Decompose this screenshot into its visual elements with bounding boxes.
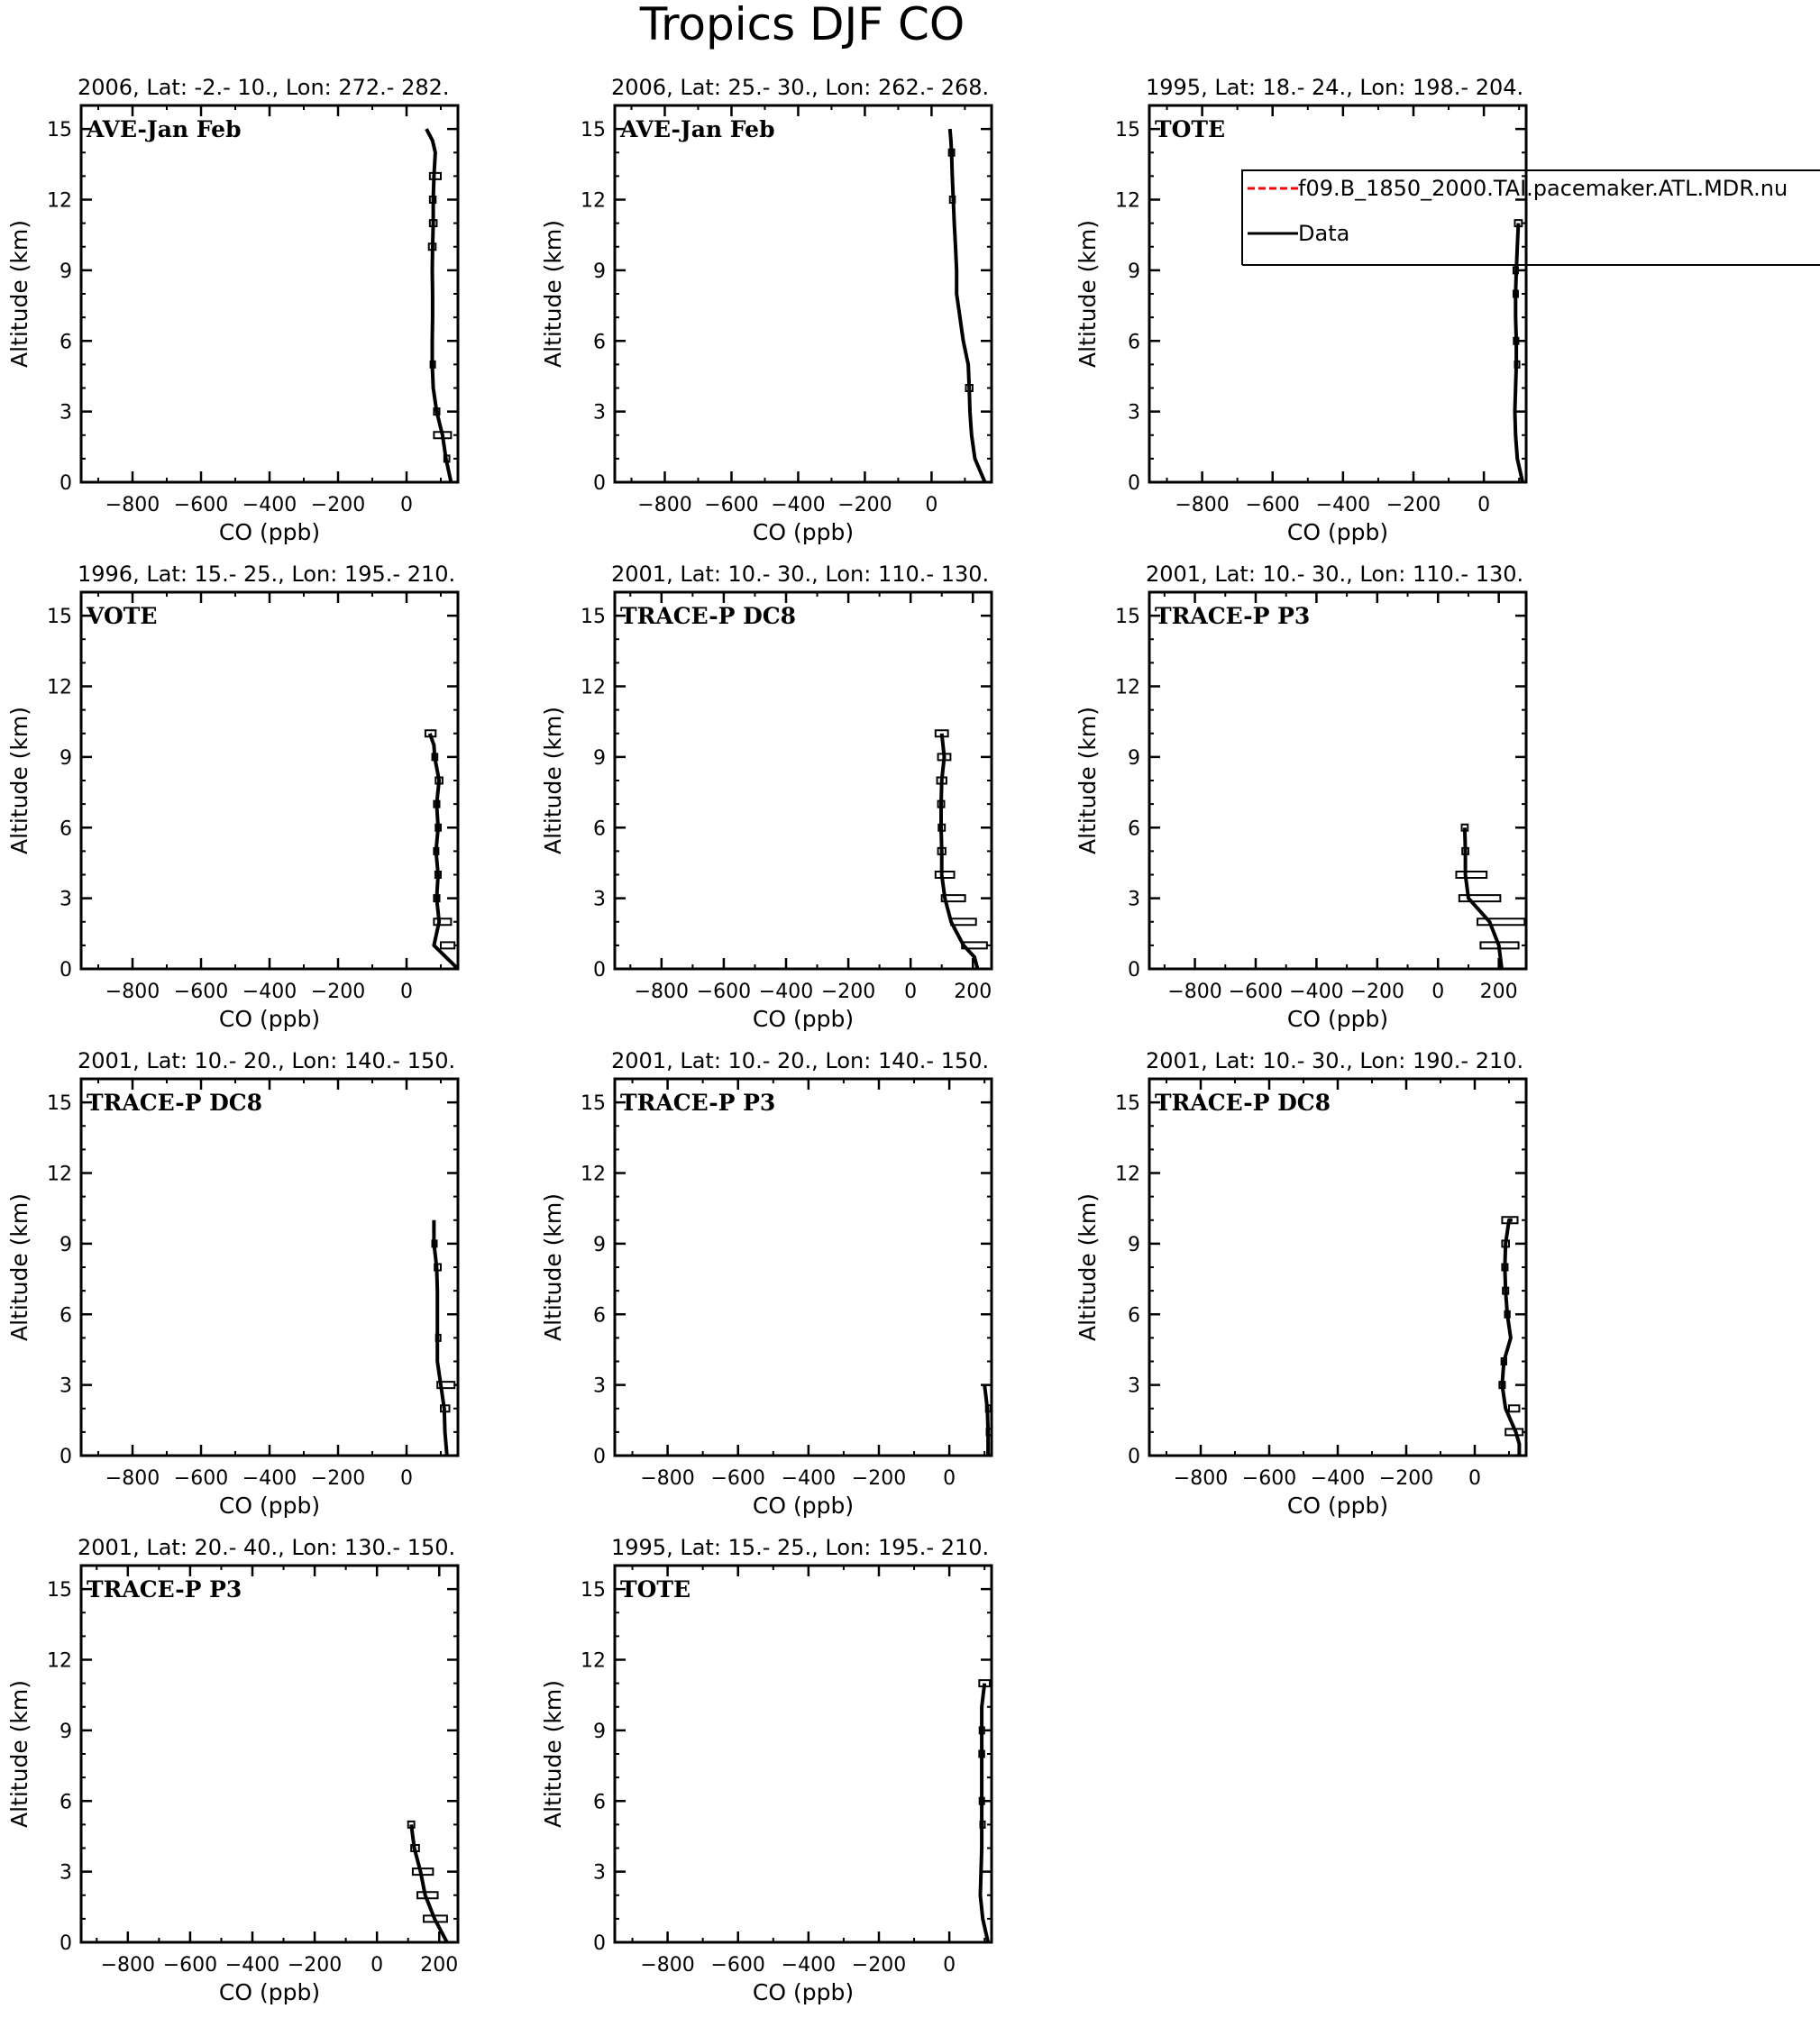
- y-tick-label: 15: [47, 1579, 72, 1603]
- y-tick-label: 12: [47, 189, 72, 213]
- campaign-label: TRACE-P P3: [1155, 603, 1311, 629]
- panel-header: 2001, Lat: 10.- 20., Lon: 140.- 150.: [78, 1048, 456, 1073]
- x-tick-label: −600: [173, 981, 229, 1003]
- y-tick-label: 15: [47, 606, 72, 629]
- x-tick-label: −600: [173, 494, 229, 516]
- x-tick-label: −400: [1289, 981, 1344, 1003]
- x-axis-label: CO (ppb): [752, 1979, 855, 2005]
- x-tick-label: 0: [400, 1467, 413, 1490]
- y-tick-label: 15: [47, 1092, 72, 1116]
- x-tick-label: −800: [105, 494, 160, 516]
- y-axis-label: Altitude (km): [1075, 707, 1101, 854]
- campaign-label: TOTE: [1155, 116, 1226, 142]
- y-tick-label: 15: [581, 119, 606, 142]
- x-tick-label: 0: [925, 494, 938, 516]
- x-axis-label: CO (ppb): [218, 1979, 321, 2005]
- y-tick-label: 12: [581, 189, 606, 213]
- y-tick-label: 12: [581, 676, 606, 699]
- panel-header: 2001, Lat: 10.- 20., Lon: 140.- 150.: [611, 1048, 990, 1073]
- x-tick-label: 0: [1431, 981, 1445, 1003]
- y-tick-label: 3: [593, 401, 606, 425]
- y-tick-label: 15: [581, 1092, 606, 1116]
- y-tick-label: 9: [1128, 1233, 1140, 1256]
- y-tick-label: 6: [1128, 331, 1140, 354]
- x-tick-label: 0: [943, 1954, 956, 1977]
- x-axis-label: CO (ppb): [752, 519, 855, 545]
- y-tick-label: 3: [59, 1374, 72, 1398]
- y-tick-label: 0: [593, 959, 606, 982]
- campaign-label: AVE-Jan Feb: [87, 116, 242, 142]
- y-tick-label: 9: [593, 1720, 606, 1743]
- y-axis-label: Altitude (km): [1075, 220, 1101, 368]
- data-line: [1502, 1220, 1519, 1456]
- x-tick-label: −200: [287, 1954, 343, 1977]
- x-axis-label: CO (ppb): [752, 1493, 855, 1519]
- y-tick-label: 15: [47, 119, 72, 142]
- x-tick-label: −600: [1241, 1467, 1297, 1490]
- x-tick-label: −800: [105, 981, 160, 1003]
- panel-header: 2001, Lat: 20.- 40., Lon: 130.- 150.: [78, 1535, 456, 1560]
- legend-label: f09.B_1850_2000.TAI.pacemaker.ATL.MDR.nu: [1298, 176, 1788, 201]
- chart-panel: [6, 1048, 458, 1519]
- chart-panel: [540, 1048, 992, 1519]
- y-tick-label: 6: [593, 1304, 606, 1328]
- x-tick-label: −800: [637, 494, 692, 516]
- x-tick-label: −200: [310, 981, 366, 1003]
- x-tick-label: 0: [400, 494, 413, 516]
- error-bar: [936, 872, 955, 878]
- plot-frame: [615, 1079, 992, 1456]
- x-tick-label: 200: [954, 981, 992, 1003]
- y-tick-label: 0: [59, 472, 72, 495]
- x-tick-label: −600: [1228, 981, 1284, 1003]
- chart-panel: [1075, 562, 1526, 1032]
- y-tick-label: 9: [1128, 746, 1140, 770]
- x-tick-label: −200: [310, 494, 366, 516]
- error-bar: [441, 942, 454, 948]
- chart-panel: [1075, 1048, 1526, 1519]
- data-line: [981, 1684, 989, 1942]
- campaign-label: TRACE-P P3: [620, 1090, 776, 1116]
- y-tick-label: 9: [59, 1233, 72, 1256]
- chart-panel: [6, 1535, 458, 2005]
- x-tick-label: 0: [904, 981, 918, 1003]
- x-axis-label: CO (ppb): [218, 1493, 321, 1519]
- y-tick-label: 3: [593, 1374, 606, 1398]
- legend: [1242, 170, 1820, 265]
- error-bar: [413, 1868, 433, 1875]
- x-tick-label: 0: [1477, 494, 1491, 516]
- y-tick-label: 15: [1115, 119, 1140, 142]
- x-tick-label: −600: [1245, 494, 1300, 516]
- data-line: [984, 1385, 988, 1456]
- x-tick-label: −800: [105, 1467, 160, 1490]
- x-tick-label: −800: [1173, 1467, 1229, 1490]
- error-bar: [1456, 872, 1486, 878]
- chart-panel: [6, 75, 458, 545]
- x-tick-label: −600: [696, 981, 752, 1003]
- panel-header: 1995, Lat: 15.- 25., Lon: 195.- 210.: [611, 1535, 990, 1560]
- y-tick-label: 3: [1128, 401, 1140, 425]
- x-axis-label: CO (ppb): [1286, 519, 1389, 545]
- x-tick-label: −200: [310, 1467, 366, 1490]
- plot-frame: [1149, 592, 1526, 969]
- plot-frame: [615, 592, 992, 969]
- x-tick-label: 200: [420, 1954, 459, 1977]
- y-tick-label: 12: [47, 1649, 72, 1673]
- x-tick-label: −600: [710, 1467, 765, 1490]
- panels: [6, 75, 1820, 2005]
- data-line: [426, 129, 451, 482]
- y-tick-label: 3: [59, 401, 72, 425]
- x-tick-label: −200: [851, 1954, 907, 1977]
- x-tick-label: −400: [224, 1954, 280, 1977]
- y-tick-label: 3: [593, 888, 606, 911]
- legend-label: Data: [1298, 221, 1350, 246]
- x-tick-label: −400: [242, 1467, 297, 1490]
- y-tick-label: 6: [1128, 817, 1140, 841]
- y-tick-label: 6: [59, 817, 72, 841]
- y-tick-label: 9: [59, 1720, 72, 1743]
- data-line: [941, 734, 978, 969]
- y-tick-label: 12: [581, 1649, 606, 1673]
- plot-frame: [81, 592, 458, 969]
- y-tick-label: 6: [59, 1791, 72, 1814]
- plot-frame: [615, 105, 992, 482]
- plot-frame: [81, 1566, 458, 1942]
- y-axis-label: Altitude (km): [540, 707, 566, 854]
- y-tick-label: 12: [1115, 1163, 1140, 1186]
- y-tick-label: 9: [59, 260, 72, 283]
- y-tick-label: 12: [1115, 676, 1140, 699]
- x-tick-label: −400: [242, 494, 297, 516]
- campaign-label: AVE-Jan Feb: [620, 116, 775, 142]
- panel-header: 1996, Lat: 15.- 25., Lon: 195.- 210.: [78, 562, 456, 587]
- y-tick-label: 12: [47, 1163, 72, 1186]
- error-bar: [434, 918, 451, 925]
- y-tick-label: 0: [593, 1446, 606, 1468]
- x-tick-label: 0: [400, 981, 413, 1003]
- error-bar: [951, 918, 976, 925]
- figure-title: Tropics DJF CO: [639, 0, 965, 50]
- y-tick-label: 15: [1115, 1092, 1140, 1116]
- panel-header: 2001, Lat: 10.- 30., Lon: 110.- 130.: [611, 562, 990, 587]
- panel-header: 2001, Lat: 10.- 30., Lon: 110.- 130.: [1146, 562, 1524, 587]
- plot-frame: [1149, 105, 1526, 482]
- y-tick-label: 6: [59, 1304, 72, 1328]
- x-tick-label: 0: [943, 1467, 956, 1490]
- x-tick-label: −800: [1175, 494, 1230, 516]
- x-tick-label: −200: [837, 494, 892, 516]
- y-tick-label: 15: [1115, 606, 1140, 629]
- x-tick-label: −400: [781, 1467, 837, 1490]
- y-tick-label: 0: [593, 472, 606, 495]
- y-tick-label: 12: [581, 1163, 606, 1186]
- y-tick-label: 3: [59, 888, 72, 911]
- y-tick-label: 9: [59, 746, 72, 770]
- y-tick-label: 12: [1115, 189, 1140, 213]
- chart-panel: [1075, 75, 1526, 545]
- y-tick-label: 15: [581, 1579, 606, 1603]
- y-tick-label: 9: [1128, 260, 1140, 283]
- y-tick-label: 9: [593, 260, 606, 283]
- panel-header: 2006, Lat: 25.- 30., Lon: 262.- 268.: [611, 75, 990, 100]
- x-tick-label: −400: [758, 981, 814, 1003]
- x-tick-label: −400: [1310, 1467, 1366, 1490]
- x-tick-label: −400: [781, 1954, 837, 1977]
- y-tick-label: 15: [581, 606, 606, 629]
- chart-panel: [540, 1535, 992, 2005]
- panel-header: 2006, Lat: -2.- 10., Lon: 272.- 282.: [78, 75, 450, 100]
- x-tick-label: −200: [1378, 1467, 1434, 1490]
- y-axis-label: Altitude (km): [540, 1680, 566, 1828]
- x-axis-label: CO (ppb): [218, 519, 321, 545]
- x-axis-label: CO (ppb): [1286, 1493, 1389, 1519]
- data-line: [411, 1824, 447, 1942]
- x-axis-label: CO (ppb): [218, 1006, 321, 1032]
- y-tick-label: 6: [59, 331, 72, 354]
- plot-frame: [615, 1566, 992, 1942]
- campaign-label: TOTE: [620, 1576, 691, 1603]
- plot-frame: [1149, 1079, 1526, 1456]
- y-tick-label: 3: [1128, 888, 1140, 911]
- panel-header: 1995, Lat: 18.- 24., Lon: 198.- 204.: [1146, 75, 1524, 100]
- x-tick-label: −600: [173, 1467, 229, 1490]
- y-tick-label: 0: [1128, 472, 1140, 495]
- y-tick-label: 9: [593, 1233, 606, 1256]
- error-bar: [1477, 918, 1524, 925]
- x-tick-label: −800: [100, 1954, 156, 1977]
- chart-panel: [540, 75, 992, 545]
- y-tick-label: 0: [59, 1932, 72, 1955]
- y-axis-label: Altitude (km): [540, 1193, 566, 1341]
- x-tick-label: −200: [851, 1467, 907, 1490]
- y-tick-label: 6: [593, 1791, 606, 1814]
- y-tick-label: 0: [593, 1932, 606, 1955]
- y-tick-label: 3: [1128, 1374, 1140, 1398]
- x-tick-label: 0: [370, 1954, 384, 1977]
- y-axis-label: Altitude (km): [6, 220, 32, 368]
- y-axis-label: Altitude (km): [6, 1193, 32, 1341]
- y-tick-label: 6: [593, 817, 606, 841]
- y-tick-label: 3: [593, 1861, 606, 1885]
- campaign-label: TRACE-P DC8: [1155, 1090, 1331, 1116]
- y-tick-label: 9: [593, 746, 606, 770]
- x-tick-label: −600: [162, 1954, 218, 1977]
- campaign-label: VOTE: [87, 603, 158, 629]
- y-axis-label: Altitude (km): [6, 707, 32, 854]
- x-tick-label: −200: [1386, 494, 1441, 516]
- plot-frame: [81, 105, 458, 482]
- y-axis-label: Altitude (km): [1075, 1193, 1101, 1341]
- y-tick-label: 6: [593, 331, 606, 354]
- y-axis-label: Altitude (km): [540, 220, 566, 368]
- x-tick-label: −200: [1349, 981, 1405, 1003]
- x-tick-label: −400: [1315, 494, 1371, 516]
- x-tick-label: −400: [242, 981, 297, 1003]
- x-tick-label: 0: [1468, 1467, 1481, 1490]
- y-axis-label: Altitude (km): [6, 1680, 32, 1828]
- x-tick-label: −400: [771, 494, 826, 516]
- y-tick-label: 0: [59, 959, 72, 982]
- x-tick-label: −800: [1167, 981, 1222, 1003]
- y-tick-label: 3: [59, 1861, 72, 1885]
- x-tick-label: −800: [640, 1467, 695, 1490]
- plot-frame: [81, 1079, 458, 1456]
- x-tick-label: −600: [710, 1954, 765, 1977]
- x-tick-label: −600: [704, 494, 759, 516]
- chart-panel: [540, 562, 992, 1032]
- y-tick-label: 0: [1128, 1446, 1140, 1468]
- campaign-label: TRACE-P DC8: [87, 1090, 263, 1116]
- y-tick-label: 12: [47, 676, 72, 699]
- y-tick-label: 0: [59, 1446, 72, 1468]
- data-line: [950, 129, 985, 482]
- panel-header: 2001, Lat: 10.- 30., Lon: 190.- 210.: [1146, 1048, 1524, 1073]
- y-tick-label: 6: [1128, 1304, 1140, 1328]
- chart-panel: [6, 562, 458, 1032]
- campaign-label: TRACE-P DC8: [620, 603, 797, 629]
- y-tick-label: 0: [1128, 959, 1140, 982]
- x-axis-label: CO (ppb): [1286, 1006, 1389, 1032]
- x-tick-label: −200: [820, 981, 876, 1003]
- x-tick-label: −800: [640, 1954, 695, 1977]
- campaign-label: TRACE-P P3: [87, 1576, 242, 1603]
- x-axis-label: CO (ppb): [752, 1006, 855, 1032]
- x-tick-label: 200: [1479, 981, 1518, 1003]
- x-tick-label: −800: [634, 981, 690, 1003]
- error-bar: [1459, 895, 1501, 901]
- error-bar: [1509, 1405, 1519, 1411]
- data-line: [1515, 224, 1523, 482]
